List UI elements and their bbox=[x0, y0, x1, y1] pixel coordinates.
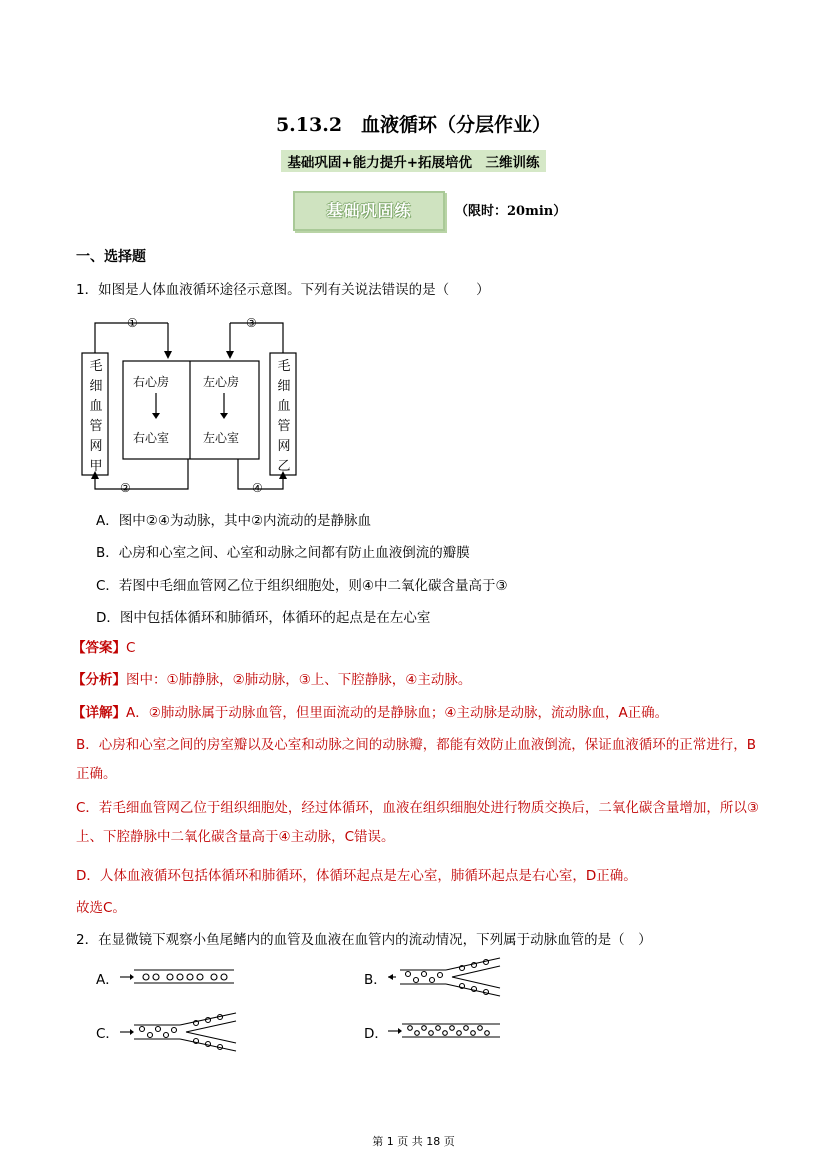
section-badge: 基础巩固练 bbox=[293, 191, 445, 231]
q1-conclusion: 故选C。 bbox=[76, 900, 126, 916]
vessel-c-icon bbox=[118, 1010, 240, 1054]
q1-option-a: A．图中②④为动脉，其中②内流动的是静脉血 bbox=[96, 513, 372, 529]
vessel-d-icon bbox=[386, 1020, 502, 1042]
q2-label-b: B． bbox=[364, 972, 387, 988]
label-n2: ② bbox=[120, 481, 131, 493]
capillary-left-label: 毛细血管网甲 bbox=[89, 359, 103, 474]
q1-detail-d: D．人体血液循环包括体循环和肺循环，体循环起点是左心室，肺循环起点是右心室，D正确。 bbox=[76, 868, 637, 884]
right-atrium: 右心房 bbox=[133, 375, 170, 389]
label-n1: ① bbox=[127, 316, 138, 330]
page-footer: 第 1 页 共 18 页 bbox=[372, 1135, 455, 1148]
q1-detail-b: B．心房和心室之间的房室瓣以及心室和动脉之间的动脉瓣，都能有效防止血液倒流，保证血液循环的正常进行，B正确。 bbox=[76, 737, 757, 782]
q1-detail-c: C．若毛细血管网乙位于组织细胞处，经过体循环，血液在组织细胞处进行物质交换后，二氧化碳含量增加，所以③上、下腔静脉中二氧化碳含量高于④主动脉，C错误。 bbox=[76, 800, 760, 845]
vessel-a-icon bbox=[118, 966, 236, 988]
vessel-b-icon bbox=[386, 956, 504, 998]
q2-label-c: C． bbox=[96, 1026, 119, 1042]
question-2-stem: 2．在显微镜下观察小鱼尾鳍内的血管及血液在血管内的流动情况，下列属于动脉血管的是（ ） bbox=[76, 932, 652, 948]
q1-option-c: C．若图中毛细血管网乙位于组织细胞处，则④中二氧化碳含量高于③ bbox=[96, 578, 508, 594]
q1-detail-a: 【详解】A．②肺动脉属于动脉血管，但里面流动的是静脉血；④主动脉是动脉，流动脉血，A正确。 bbox=[72, 705, 669, 721]
left-atrium: 左心房 bbox=[203, 375, 240, 389]
q1-option-d: D．图中包括体循环和肺循环，体循环的起点是在左心室 bbox=[96, 610, 431, 626]
circulation-diagram bbox=[80, 313, 300, 493]
section-title: 一、选择题 bbox=[76, 249, 146, 265]
q2-label-a: A． bbox=[96, 972, 119, 988]
subtitle: 基础巩固+能力提升+拓展培优 三维训练 bbox=[281, 150, 545, 172]
q1-option-b: B．心房和心室之间、心室和动脉之间都有防止血液倒流的瓣膜 bbox=[96, 545, 470, 561]
page-title: 5.13.2 血液循环（分层作业） bbox=[275, 114, 552, 136]
time-limit: （限时：20min） bbox=[455, 204, 567, 219]
q1-analysis: 【分析】图中：①肺静脉，②肺动脉，③上、下腔静脉，④主动脉。 bbox=[72, 672, 472, 688]
left-ventricle: 左心室 bbox=[203, 431, 240, 445]
right-ventricle: 右心室 bbox=[133, 431, 170, 445]
q2-label-d: D． bbox=[364, 1026, 388, 1042]
capillary-right-label: 毛细血管网乙 bbox=[277, 359, 291, 474]
q1-answer: 【答案】C bbox=[72, 640, 136, 656]
label-n3: ③ bbox=[246, 316, 257, 330]
label-n4: ④ bbox=[252, 481, 263, 493]
question-1-stem: 1．如图是人体血液循环途径示意图。下列有关说法错误的是（ ） bbox=[76, 282, 490, 298]
